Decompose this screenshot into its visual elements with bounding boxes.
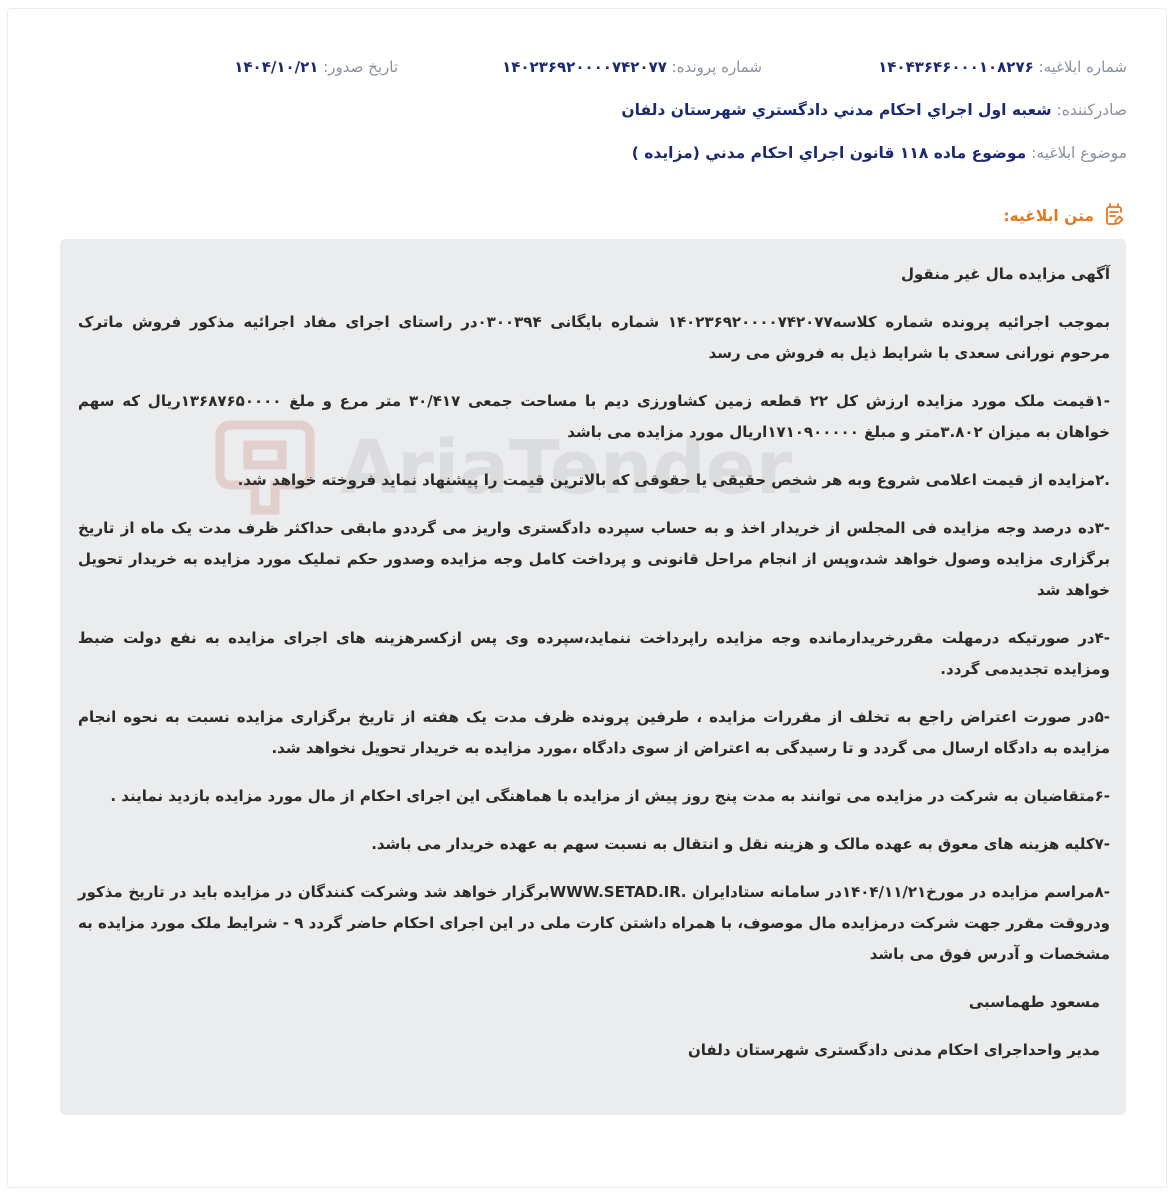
issue-date-label: تاریخ صدور: — [323, 58, 398, 76]
paragraph-item-1: -۱قیمت ملک مورد مزایده ارزش کل ۲۲ قطعه زمین کشاورزی دیم با مساحت جمعی ۳۰/۴۱۷ متر مرع و ملغ ۱۳۶۸۷۶۵۰۰۰۰ریال که سهم خواهان به میزان ۳.۸۰۲متر و مبلغ ۱۷۱۰۹۰۰۰۰۰اریال مورد مزایده می باشد — [78, 392, 1110, 441]
case-number — [502, 58, 762, 76]
document-edit-icon — [1102, 202, 1126, 230]
subject-label: موضوع ابلاغیه: — [1031, 144, 1127, 162]
paragraph-item-5: -۵در صورت اعتراض راجع به تخلف از مقررات مزایده ، طرفین پرونده ظرف مدت یک هفته از تاریخ برگزاری مزایده نسبت به نحوه انجام مزایده به دادگاه ارسال می گردد و تا رسیدگی به اعتراض از سوی دادگاه ،مورد مزایده به خریدار تحویل نخواهد شد. — [78, 708, 1110, 757]
signature-name: مسعود طهماسبی — [968, 993, 1100, 1011]
issuer-value: شعبه اول اجراي احكام مدني دادگستري شهرستان دلفان — [621, 101, 1052, 119]
notice-text-title: متن ابلاغیه: — [1003, 207, 1094, 225]
paragraph-item-4: -۴در صورتیکه درمهلت مقررخریدارمانده وجه مزایده راپرداخت ننماید،سپرده وی پس ازکسرهزینه های اجرای مزایده به نفع دولت ضبط ومزایده تجدیدمی گردد. — [78, 629, 1110, 678]
notice-text-heading — [1003, 202, 1126, 230]
paragraph-item-2: .۲مزایده از قیمت اعلامی شروع وبه هر شخص حقیقی یا حقوقی که بالاترین قیمت را پیشنهاد نماید فروخته خواهد شد. — [237, 471, 1110, 489]
case-number-value: ۱۴۰۲۳۶۹۲۰۰۰۰۷۴۲۰۷۷ — [502, 58, 667, 76]
signature-title: مدیر واحداجرای احکام مدنی دادگستری شهرستان دلفان — [687, 1041, 1100, 1059]
notice-number-label: شماره ابلاغیه: — [1038, 58, 1127, 76]
issue-date — [234, 58, 398, 76]
subject-line — [632, 144, 1127, 162]
issue-date-value: ۱۴۰۴/۱۰/۲۱ — [234, 58, 319, 76]
notice-number-value: ۱۴۰۴۳۶۴۶۰۰۰۱۰۸۲۷۶ — [878, 58, 1034, 76]
paragraph-intro: بموجب اجرائیه پرونده شماره کلاسه۱۴۰۲۳۶۹۲۰۰۰۰۷۴۲۰۷۷ شماره بایگانی ۰۳۰۰۳۹۴در راستای اجرای مفاد اجرائیه مذکور فروش ماترک مرحوم نورانی سعدی با شرایط ذیل به فروش می رسد — [78, 313, 1110, 362]
notice-body — [78, 259, 1110, 1083]
paragraph-item-3: -۳ده درصد وجه مزایده فی المجلس از خریدار اخذ و به حساب سپرده دادگستری واریز می گرددو مابقی حداکثر ظرف مدت یک ماه از تاریخ برگزاری مزایده وصول خواهد شد،وپس از انجام مراحل قانونی و پرداخت کامل وجه مزایده وصدور حکم تملیک مورد مزایده به خریدار تحویل خواهد شد — [78, 519, 1110, 599]
case-number-label: شماره پرونده: — [671, 58, 762, 76]
issuer-label: صادرکننده: — [1056, 101, 1127, 119]
paragraph-item-7: -۷کلیه هزینه های معوق به عهده مالک و هزینه نقل و انتقال به نسبت سهم به عهده خریدار می باشد. — [371, 835, 1110, 853]
subject-value: موضوع ماده ۱۱۸ قانون اجراي احکام مدني (مزايده ) — [631, 144, 1027, 162]
paragraph-item-6: -۶متقاضیان به شرکت در مزایده می توانند به مدت پنج روز پیش از مزایده با هماهنگی این اجرای احکام از مال مورد مزایده بازدید نمایند . — [110, 787, 1110, 805]
notice-number — [878, 58, 1127, 76]
paragraph-item-8: -۸مراسم مزایده در مورخ۱۴۰۴/۱۱/۲۱در سامانه ستادایران .WWW.SETAD.IRبرگزار خواهد شد وشرکت کنندگان در مزایده باید در تاریخ مذکور ودروقت مقرر جهت شرکت درمزایده مال موصوف، با همراه داشتن کارت ملی در این اجرای احکام حاضر گردد ۹ - شرایط ملک مورد مزایده به مشخصات و آدرس فوق می باشد — [78, 883, 1110, 963]
notice-meta-row — [0, 58, 1174, 82]
issuer-line — [621, 101, 1127, 119]
paragraph-title: آگهی مزایده مال غیر منقول — [900, 265, 1110, 283]
